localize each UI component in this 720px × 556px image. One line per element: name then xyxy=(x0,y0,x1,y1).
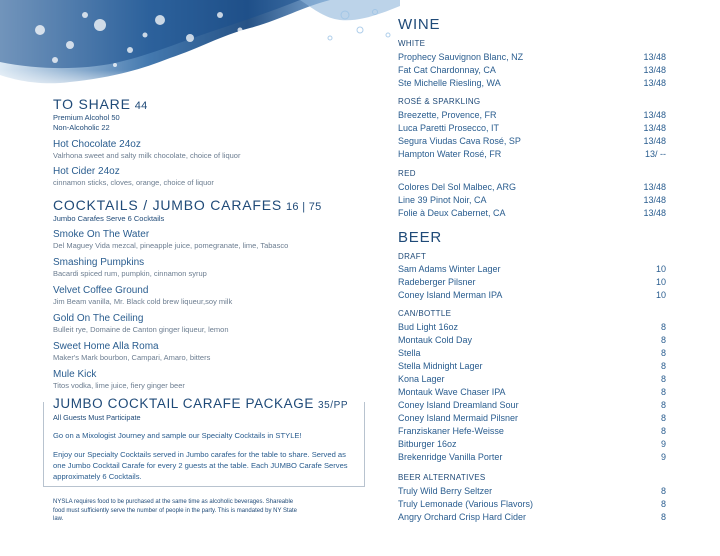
menu-item xyxy=(53,139,240,161)
drink-price: 9 xyxy=(660,439,666,449)
cocktails-price: 16 | 75 xyxy=(286,201,322,213)
beer-row xyxy=(398,486,666,499)
drink-price: 13/ -- xyxy=(644,149,666,159)
menu-item xyxy=(53,369,373,391)
drink-price: 8 xyxy=(660,400,666,410)
menu-item xyxy=(53,166,240,188)
drink-price: 8 xyxy=(660,499,666,509)
item-name: Smoke On The Water xyxy=(53,229,150,240)
category-label-red: RED xyxy=(398,169,416,178)
menu-item xyxy=(53,257,373,279)
beer-row xyxy=(398,290,666,303)
drink-price: 8 xyxy=(660,361,666,371)
wine-row xyxy=(398,52,666,65)
beer-row xyxy=(398,361,666,374)
wine-row xyxy=(398,182,666,195)
drink-price: 13/48 xyxy=(643,136,666,146)
to-share-section xyxy=(53,96,240,188)
drink-name: Franziskaner Hefe-Weisse xyxy=(398,426,504,436)
drink-name: Angry Orchard Crisp Hard Cider xyxy=(398,512,527,522)
drink-name: Luca Paretti Prosecco, IT xyxy=(398,123,500,133)
item-name: Gold On The Ceiling xyxy=(53,313,144,324)
item-name: Sweet Home Alla Roma xyxy=(53,341,159,352)
item-name: Hot Chocolate 24oz xyxy=(53,139,141,150)
drink-price: 10 xyxy=(655,290,666,300)
item-name: Velvet Coffee Ground xyxy=(53,285,149,296)
drink-name: Prophecy Sauvignon Blanc, NZ xyxy=(398,52,524,62)
drink-price: 8 xyxy=(660,413,666,423)
beer-row xyxy=(398,374,666,387)
to-share-heading xyxy=(53,96,240,112)
drink-price: 13/48 xyxy=(643,110,666,120)
beer-row xyxy=(398,322,666,335)
drink-price: 13/48 xyxy=(643,52,666,62)
wine-row xyxy=(398,149,666,162)
drink-name: Truly Wild Berry Seltzer xyxy=(398,486,493,496)
menu-item xyxy=(53,313,373,335)
cocktails-section xyxy=(53,197,373,391)
drink-name: Segura Viudas Cava Rosé, SP xyxy=(398,136,521,146)
beer-row xyxy=(398,512,666,525)
drink-name: Line 39 Pinot Noir, CA xyxy=(398,195,487,205)
package-intro: Go on a Mixologist Journey and sample our Specialty Cocktails in STYLE! xyxy=(53,431,302,440)
item-name: Hot Cider 24oz xyxy=(53,166,120,177)
drink-name: Ste Michelle Riesling, WA xyxy=(398,78,501,88)
drink-price: 8 xyxy=(660,374,666,384)
wine-title: WINE xyxy=(398,16,441,33)
wine-row xyxy=(398,195,666,208)
package-body xyxy=(53,412,358,490)
drink-price: 10 xyxy=(655,264,666,274)
drink-name: Brekenridge Vanilla Porter xyxy=(398,452,503,462)
drink-name: Coney Island Merman IPA xyxy=(398,290,503,300)
drink-name: Fat Cat Chardonnay, CA xyxy=(398,65,496,75)
category-label-beer-alternatives: BEER ALTERNATIVES xyxy=(398,473,486,482)
drink-name: Folie à Deux Cabernet, CA xyxy=(398,208,506,218)
beer-row xyxy=(398,439,666,452)
item-description: cinnamon sticks, cloves, orange, choice of liquor xyxy=(53,178,214,187)
item-description: Jim Beam vanilla, Mr. Black cold brew liqueur,soy milk xyxy=(53,297,233,306)
drink-price: 13/48 xyxy=(643,65,666,75)
beer-title: BEER xyxy=(398,229,443,246)
beer-row xyxy=(398,264,666,277)
item-description: Del Maguey Vida mezcal, pineapple juice, pomegranate, lime, Tabasco xyxy=(53,241,289,250)
beer-row xyxy=(398,499,666,512)
menu-item xyxy=(53,341,373,363)
cocktails-title: COCKTAILS / JUMBO CARAFES xyxy=(53,197,282,213)
wine-row xyxy=(398,65,666,78)
drink-price: 13/48 xyxy=(643,182,666,192)
wine-row xyxy=(398,136,666,149)
non-alcoholic-note: Non-Alcoholic 22 xyxy=(53,123,110,132)
drink-price: 8 xyxy=(660,348,666,358)
drink-price: 13/48 xyxy=(643,123,666,133)
nysla-legal-note: NYSLA requires food to be purchased at the same time as alcoholic beverages. Shareable food must sufficiently serve the number of people in the party. This is mandated by NY State law. xyxy=(53,499,298,522)
beer-row xyxy=(398,413,666,426)
beer-row xyxy=(398,426,666,439)
drink-name: Bitburger 16oz xyxy=(398,439,457,449)
premium-note: Premium Alcohol 50 xyxy=(53,113,120,122)
wine-row xyxy=(398,123,666,136)
package-price: 35/PP xyxy=(317,400,349,411)
wine-row xyxy=(398,208,666,221)
drink-name: Colores Del Sol Malbec, ARG xyxy=(398,182,517,192)
item-name: Mule Kick xyxy=(53,369,97,380)
menu-item xyxy=(53,229,373,251)
drink-name: Bud Light 16oz xyxy=(398,322,459,332)
item-description: Titos vodka, lime juice, fiery ginger beer xyxy=(53,381,185,390)
wine-row xyxy=(398,78,666,91)
package-heading xyxy=(53,396,352,411)
water-splash-image xyxy=(0,0,400,95)
drink-price: 8 xyxy=(660,387,666,397)
drink-name: Montauk Wave Chaser IPA xyxy=(398,387,506,397)
item-description: Bacardi spiced rum, pumpkin, cinnamon syrup xyxy=(53,269,207,278)
drink-name: Breezette, Provence, FR xyxy=(398,110,497,120)
category-label-white: WHITE xyxy=(398,39,426,48)
drink-price: 13/48 xyxy=(643,78,666,88)
drink-name: Truly Lemonade (Various Flavors) xyxy=(398,499,534,509)
menu-item xyxy=(53,285,373,307)
package-title: JUMBO COCKTAIL CARAFE PACKAGE xyxy=(53,396,314,411)
wine-row xyxy=(398,110,666,123)
drink-name: Radeberger Pilsner xyxy=(398,277,476,287)
item-name: Smashing Pumpkins xyxy=(53,257,145,268)
drink-name: Sam Adams Winter Lager xyxy=(398,264,501,274)
drink-price: 8 xyxy=(660,322,666,332)
beer-row xyxy=(398,387,666,400)
cocktails-heading xyxy=(53,197,373,213)
drink-price: 8 xyxy=(660,486,666,496)
to-share-title: TO SHARE xyxy=(53,96,131,112)
drink-name: Hampton Water Rosé, FR xyxy=(398,149,502,159)
drink-name: Coney Island Dreamland Sour xyxy=(398,400,519,410)
drink-price: 8 xyxy=(660,426,666,436)
beer-row xyxy=(398,335,666,348)
drink-price: 10 xyxy=(655,277,666,287)
drink-price: 8 xyxy=(660,512,666,522)
category-label-draft: DRAFT xyxy=(398,252,427,261)
category-label-rose: ROSÉ & SPARKLING xyxy=(398,97,481,106)
package-details: Enjoy our Specialty Cocktails served in Jumbo carafes for the table to share. Served as one Jumbo Cocktail Carafe for every 2 guests at the table. Each JUMBO Carafe Serves approximately 6 Cocktails. xyxy=(53,450,348,481)
drink-name: Kona Lager xyxy=(398,374,445,384)
to-share-price: 44 xyxy=(134,100,148,112)
drink-price: 13/48 xyxy=(643,208,666,218)
drink-name: Stella xyxy=(398,348,421,358)
category-label-can-bottle: CAN/BOTTLE xyxy=(398,309,452,318)
drink-name: Montauk Cold Day xyxy=(398,335,473,345)
item-description: Valrhona sweet and salty milk chocolate, choice of liquor xyxy=(53,151,241,160)
drink-name: Coney Island Mermaid Pilsner xyxy=(398,413,519,423)
beer-row xyxy=(398,452,666,465)
package-requirement: All Guests Must Participate xyxy=(53,413,141,422)
item-description: Maker's Mark bourbon, Campari, Amaro, bitters xyxy=(53,353,211,362)
beer-row xyxy=(398,277,666,290)
drink-name: Stella Midnight Lager xyxy=(398,361,483,371)
drink-price: 8 xyxy=(660,335,666,345)
item-description: Bulleit rye, Domaine de Canton ginger liqueur, lemon xyxy=(53,325,229,334)
drink-price: 9 xyxy=(660,452,666,462)
carafe-note: Jumbo Carafes Serve 6 Cocktails xyxy=(53,214,165,223)
beer-row xyxy=(398,400,666,413)
drink-price: 13/48 xyxy=(643,195,666,205)
beer-row xyxy=(398,348,666,361)
